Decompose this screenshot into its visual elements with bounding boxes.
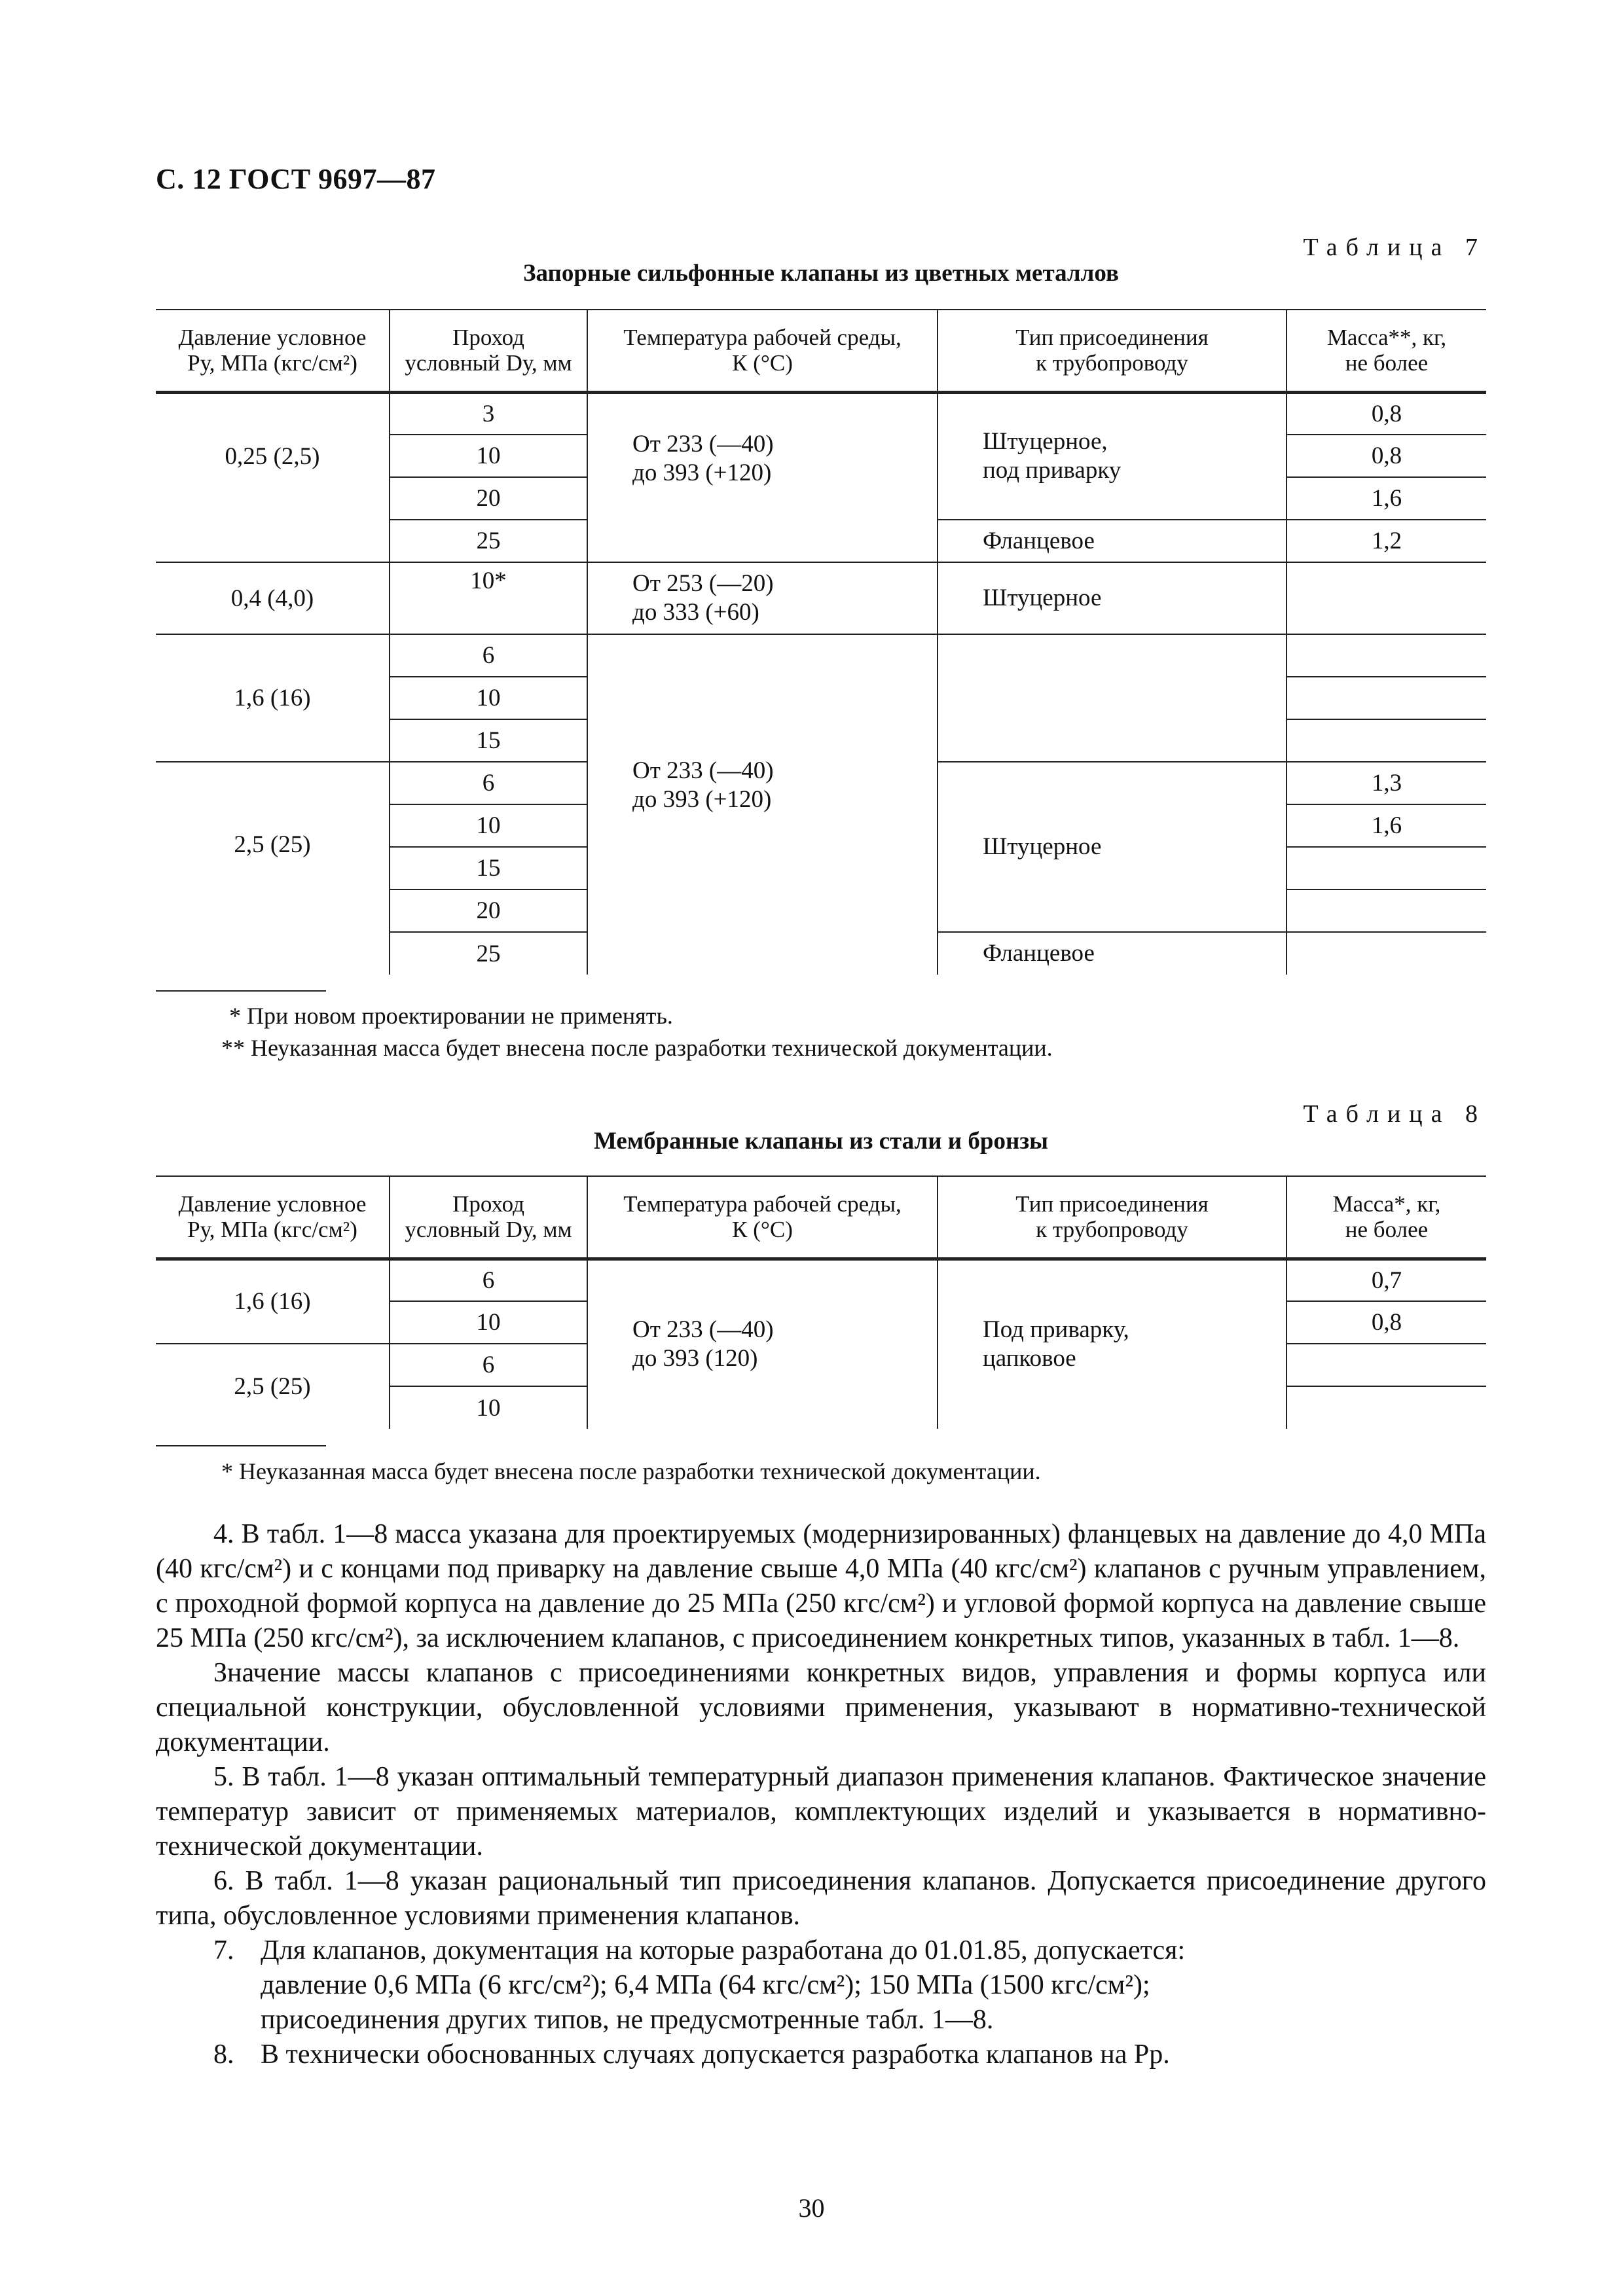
paragraph: 4. В табл. 1—8 масса указана для проектируемых (модернизированных) фланцевых на давление до 4,0 МПа (40 кгс/см²) и с концами под приварку на давление свыше 4,0 МПа (40 кгс/см²) клапанов с ручным управлением, с проходной формой корпуса на давление до 25 МПа (250 кгс/см²) и угловой формой корпуса на давление свыше 25 МПа (250 кгс/см²), за исключением клапанов, с присоединением конкретных типов, указанных в табл. 1—8. [156, 1519, 1486, 1653]
conn-cell: Под приварку, цапковое [938, 1259, 1286, 1429]
table7 [156, 309, 1486, 975]
list-item: 7. Для клапанов, документация на которые разработана до 01.01.85, допускается: давление 0,6 МПа (6 кгс/см²); 6,4 МПа (64 кгс/см²); 150 МПа (1500 кгс/см²); присоединения других типов, не предусмотренные табл. 1—8. [213, 1935, 1186, 2035]
page-header: С. 12 ГОСТ 9697—87 [156, 163, 436, 195]
list-item: 8. В технически обоснованных случаях допускается разработка клапанов на Pр. [213, 2039, 1170, 2070]
pressure-cell: 0,25 (2,5) [225, 443, 320, 471]
table7-header-row [156, 310, 1486, 392]
dn-cell: 10 [390, 677, 587, 719]
col-pressure-header: Давление условное Pу, МПа (кгс/см²) [178, 1191, 367, 1243]
mass-cell: 0,8 [1286, 1301, 1486, 1344]
footnote: * Неуказанная масса будет внесена после разработки технической документации. [221, 1458, 1041, 1484]
mass-cell [1286, 677, 1486, 719]
mass-cell: 0,7 [1286, 1259, 1486, 1301]
col-temp-header: Температура рабочей среды, К (°С) [587, 1176, 938, 1259]
pressure-cell: 2,5 (25) [234, 831, 311, 858]
temp-cell: От 233 (—40) до 393 (120) [587, 1259, 938, 1429]
conn-cell: Штуцерное [938, 562, 1286, 634]
mass-cell: 1,6 [1286, 477, 1486, 520]
mass-cell [1286, 562, 1486, 634]
dn-cell: 6 [390, 634, 587, 677]
footnote-rule [156, 990, 326, 992]
paragraph: 6. В табл. 1—8 указан рациональный тип присоединения клапанов. Допускается присоединение другого типа, обусловленное условиями применения клапанов. [156, 1866, 1486, 1931]
conn-cell: Фланцевое [938, 932, 1286, 975]
dn-cell: 3 [390, 392, 587, 435]
mass-cell [1286, 847, 1486, 889]
temp-cell: От 233 (—40) до 393 (+120) [587, 392, 938, 562]
col-mass-header: Масса*, кг, не более [1286, 1176, 1486, 1259]
dn-cell: 10 [390, 435, 587, 477]
footnote: ** Неуказанная масса будет внесена после разработки технической документации. [221, 1035, 1053, 1061]
footnote-rule [156, 1445, 326, 1446]
paragraph: 5. В табл. 1—8 указан оптимальный температурный диапазон применения клапанов. Фактическое значение температур зависит от применяемых материалов, комплектующих изделий и указывается в нормативно-технической документации. [156, 1762, 1486, 1861]
mass-cell: 0,8 [1286, 435, 1486, 477]
col-conn-header: Тип присоединения к трубопроводу [938, 310, 1286, 392]
mass-cell: 0,8 [1286, 392, 1486, 435]
dn-cell: 6 [390, 1344, 587, 1386]
mass-cell [1286, 1344, 1486, 1386]
mass-cell: 1,3 [1286, 762, 1486, 804]
dn-cell: 10* [390, 562, 587, 634]
table-row [156, 392, 1486, 435]
col-mass-header: Масса**, кг, не более [1286, 310, 1486, 392]
page-number: 30 [798, 2193, 825, 2223]
col-dn-header: Проход условный Dу, мм [390, 310, 587, 392]
table8 [156, 1175, 1486, 1429]
pressure-cell: 1,6 (16) [156, 1259, 390, 1344]
mass-cell [1286, 932, 1486, 975]
dn-cell: 25 [390, 520, 587, 562]
dn-cell: 20 [390, 889, 587, 932]
pressure-cell: 1,6 (16) [156, 634, 390, 762]
dn-cell: 10 [390, 1301, 587, 1344]
mass-cell [1286, 719, 1486, 762]
table7-number: Таблица 7 [1303, 234, 1486, 261]
dn-cell: 10 [390, 804, 587, 847]
table-row [156, 1259, 1486, 1301]
pressure-cell: 2,5 (25) [234, 1373, 311, 1400]
col-conn-header: Тип присоединения к трубопроводу [938, 1176, 1286, 1259]
dn-cell: 25 [390, 932, 587, 975]
dn-cell: 15 [390, 847, 587, 889]
conn-cell: Штуцерное, под приварку [938, 392, 1286, 520]
mass-cell: 1,2 [1286, 520, 1486, 562]
conn-cell: Штуцерное [938, 762, 1286, 932]
mass-cell: 1,6 [1286, 804, 1486, 847]
col-dn-header: Проход условный Dу, мм [390, 1176, 587, 1259]
col-pressure-header: Давление условное Pу, МПа (кгс/см²) [178, 325, 367, 376]
conn-cell: Фланцевое [938, 520, 1286, 562]
mass-cell [1286, 634, 1486, 677]
mass-cell [1286, 1386, 1486, 1429]
footnote: * При новом проектировании не применять. [229, 1003, 673, 1029]
dn-cell: 15 [390, 719, 587, 762]
table7-title: Запорные сильфонные клапаны из цветных металлов [523, 260, 1119, 287]
table8-number: Таблица 8 [1303, 1100, 1486, 1128]
dn-cell: 6 [390, 1259, 587, 1301]
mass-cell [1286, 889, 1486, 932]
dn-cell: 6 [390, 762, 587, 804]
dn-cell: 10 [390, 1386, 587, 1429]
dn-cell: 20 [390, 477, 587, 520]
table-row [156, 634, 1486, 677]
paragraph: Значение массы клапанов с присоединениями конкретных видов, управления и формы корпуса или специальной конструкции, обусловленной условиями применения, указывают в нормативно-технической документации. [156, 1658, 1486, 1757]
pressure-cell: 0,4 (4,0) [230, 584, 314, 612]
table-row [156, 562, 1486, 634]
table8-header-row [156, 1176, 1486, 1259]
temp-cell: От 253 (—20) до 333 (+60) [587, 562, 938, 634]
table8-title: Мембранные клапаны из стали и бронзы [593, 1128, 1049, 1155]
col-temp-header: Температура рабочей среды, К (°С) [587, 310, 938, 392]
body-text [156, 1517, 1486, 2072]
temp-cell: От 233 (—40) до 393 (+120) [587, 634, 938, 975]
